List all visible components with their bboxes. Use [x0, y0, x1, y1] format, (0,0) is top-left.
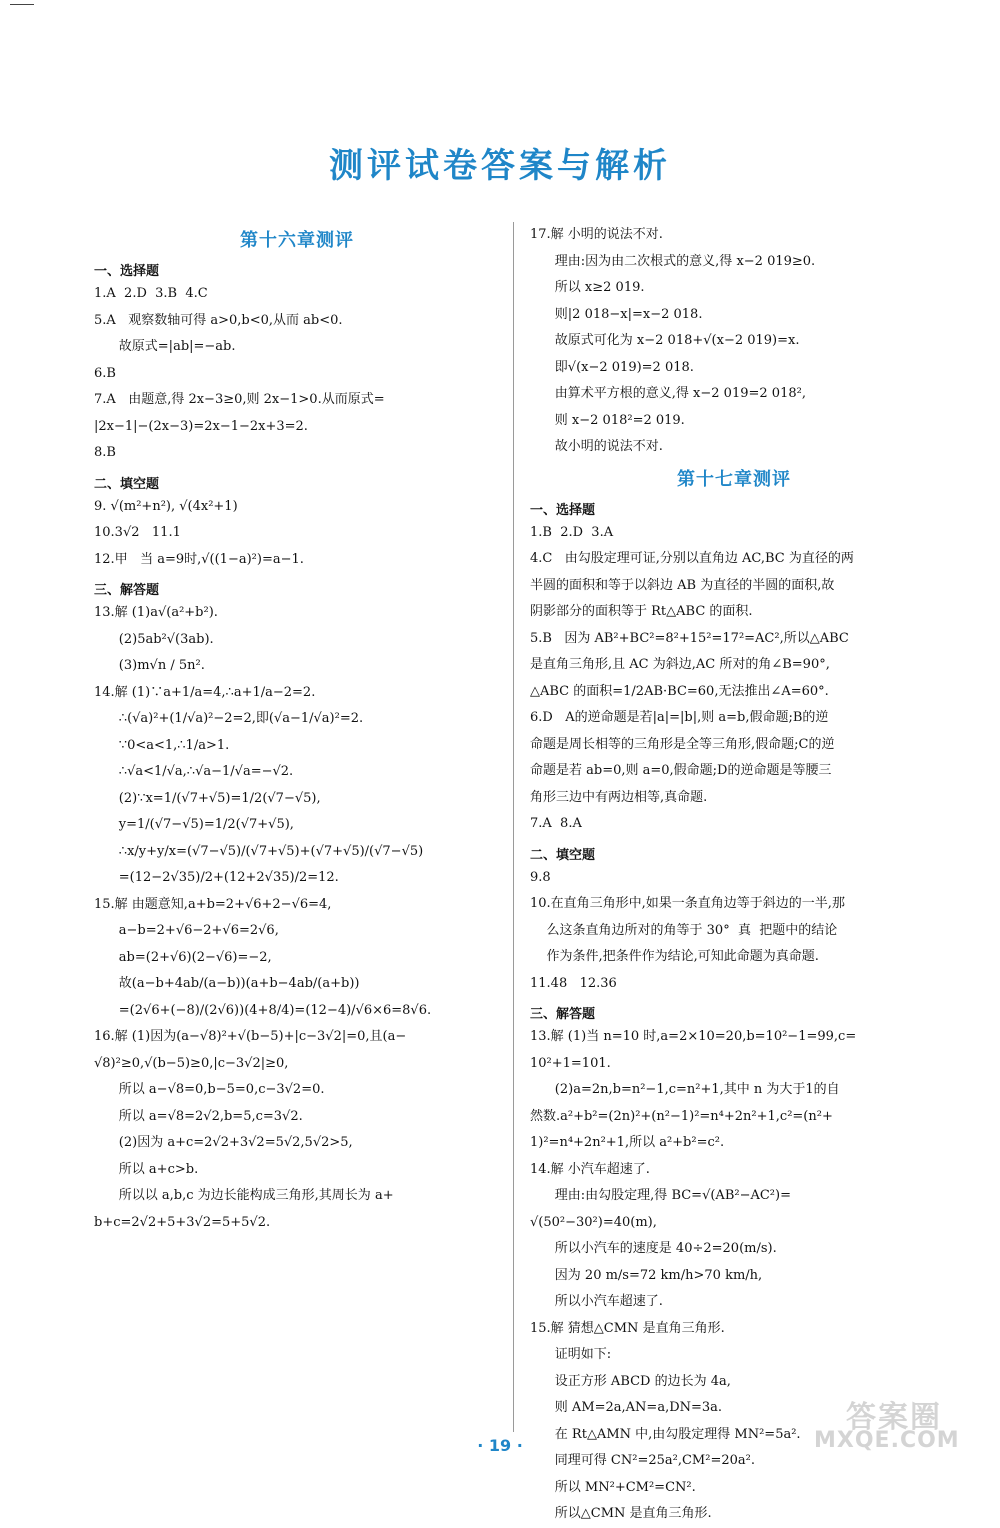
answer-line: 12.甲 当 a=9时,√((1−a)²)=a−1. [94, 551, 304, 567]
answer-line: √(50²−30²)=40(m), [530, 1214, 657, 1230]
answer-line: 故小明的说法不对. [530, 439, 663, 454]
answer-line: 8.B [94, 445, 116, 460]
right-sections [530, 499, 938, 1528]
answer-line: 7.A 8.A [530, 816, 582, 831]
column-divider [513, 222, 514, 1432]
answer-line: 是直角三角形,且 AC 为斜边,AC 所对的角∠B=90°, [530, 657, 830, 672]
answer-line: 7.A 由题意,得 2x−3≥0,则 2x−1>0.从而原式= [94, 392, 385, 407]
answer-line: |2x−1|−(2x−3)=2x−1−2x+3=2. [94, 418, 308, 434]
answer-line: 5.B 因为 AB²+BC²=8²+15²=17²=AC²,所以△ABC [530, 630, 849, 646]
answer-line: y=1/(√7−√5)=1/2(√7+√5), [94, 817, 294, 832]
answer-line: 证明如下: [530, 1347, 612, 1362]
answer-line: ∴(√a)²+(1/√a)²−2=2,即(√a−1/√a)²=2. [94, 711, 364, 726]
answer-line: 角形三边中有两边相等,真命题. [530, 789, 708, 805]
answer-line: 设正方形 ABCD 的边长为 4a, [530, 1373, 731, 1389]
answer-line: 所以 x≥2 019. [530, 280, 645, 295]
answer-line: 15.解 猜想△CMN 是直角三角形. [530, 1320, 725, 1336]
answer-line: 15.解 由题意知,a+b=2+√6+2−√6=4, [94, 896, 332, 912]
answer-line: =(2√6+(−8)/(2√6))(4+8/4)=(12−4)/√6×6=8√6. [94, 1002, 432, 1018]
answer-line: 则|2 018−x|=x−2 018. [530, 306, 703, 322]
answer-line: 16.解 (1)因为(a−√8)²+√(b−5)+|c−3√2|=0,且(a− [94, 1029, 407, 1044]
answer-line: 即√(x−2 019)=2 018. [530, 359, 694, 375]
answer-line: 1.A 2.D 3.B 4.C [94, 286, 208, 301]
answer-line: 10²+1=101. [530, 1055, 611, 1071]
watermark-logo [806, 1392, 992, 1456]
answer-line: 然数.a²+b²=(2n)²+(n²−1)²=n⁴+2n²+1,c²=(n²+ [530, 1108, 833, 1124]
answer-line: 所以以 a,b,c 为边长能构成三角形,其周长为 a+ [94, 1188, 394, 1203]
answer-line: √8)²≥0,√(b−5)≥0,|c−3√2|≥0, [94, 1055, 289, 1071]
answer-line: 故原式=|ab|=−ab. [94, 339, 236, 354]
answer-line: 4.C 由勾股定理可证,分别以直角边 AC,BC 为直径的两 [530, 551, 854, 566]
answer-line: 故(a−b+4ab/(a−b))(a+b−4ab/(a+b)) [94, 976, 360, 991]
answer-line: ∵0<a<1,∴1/a>1. [94, 737, 230, 753]
answer-line: 1.B 2.D 3.A [530, 524, 614, 540]
answer-line: (3)m√n / 5n². [94, 658, 205, 673]
answer-line: 由算术平方根的意义,得 x−2 019=2 018², [530, 386, 806, 401]
section-title: 一、选择题 [94, 264, 160, 279]
question-17 [530, 222, 938, 461]
left-column [94, 222, 500, 1236]
page-number: · 19 · [477, 1436, 523, 1455]
answer-line: 17.解 小明的说法不对. [530, 227, 663, 242]
answer-line: 9. √(m²+n²), √(4x²+1) [94, 498, 238, 514]
answer-line: △ABC 的面积=1/2AB·BC=60,无法推出∠A=60°. [530, 683, 829, 699]
answer-line: 则 AM=2a,AN=a,DN=3a. [530, 1400, 723, 1415]
answer-line: 所以小汽车超速了. [530, 1294, 663, 1309]
answer-line: (2)因为 a+c=2√2+3√2=5√2,5√2>5, [94, 1135, 353, 1150]
section-title: 三、解答题 [530, 1007, 596, 1022]
answer-line: 6.D A的逆命题是若|a|=|b|,则 a=b,假命题;B的逆 [530, 710, 829, 725]
answer-line: b+c=2√2+5+3√2=5+5√2. [94, 1214, 271, 1230]
answer-line: 10.3√2 11.1 [94, 525, 181, 540]
answer-line: 13.解 (1)a√(a²+b²). [94, 605, 218, 620]
section-title: 二、填空题 [530, 847, 596, 863]
answer-line: ab=(2+√6)(2−√6)=−2, [94, 949, 272, 965]
watermark-en: MXQE.COM [814, 1428, 960, 1453]
section-title: 三、解答题 [94, 583, 160, 598]
page-title: 测评试卷答案与解析 [329, 146, 671, 186]
answer-line: ∴√a<1/√a,∴√a−1/√a=−√2. [94, 764, 294, 779]
answer-line: (2)a=2n,b=n²−1,c=n²+1,其中 n 为大于1的自 [530, 1082, 840, 1097]
answer-line: 同理可得 CN²=25a²,CM²=20a². [530, 1453, 755, 1468]
answer-line: 11.48 12.36 [530, 975, 617, 991]
answer-line: 10.在直角三角形中,如果一条直角边等于斜边的一半,那 [530, 896, 845, 911]
answer-line: 5.A 观察数轴可得 a>0,b<0,从而 ab<0. [94, 312, 343, 328]
answer-line: 所以 a+c>b. [94, 1161, 199, 1177]
answer-line: 理由:由勾股定理,得 BC=√(AB²−AC²)= [530, 1188, 791, 1203]
left-sections [94, 260, 500, 1236]
corner-mark [10, 4, 34, 5]
answer-line: 因为 20 m/s=72 km/h>70 km/h, [530, 1267, 763, 1283]
answer-line: 所以 a=√8=2√2,b=5,c=3√2. [94, 1108, 303, 1124]
answer-line: 14.解 (1)∵a+1/a=4,∴a+1/a−2=2. [94, 684, 316, 700]
answer-line: 么这条直角边所对的角等于 30° 真 把题中的结论 [530, 922, 838, 938]
section-title: 一、选择题 [530, 502, 596, 518]
answer-line: 9.8 [530, 869, 551, 885]
answer-line: 所以 a−√8=0,b−5=0,c−3√2=0. [94, 1082, 325, 1097]
answer-line: 所以小汽车的速度是 40÷2=20(m/s). [530, 1241, 777, 1256]
section-title: 二、填空题 [94, 476, 160, 492]
answer-line: =(12−2√35)/2+(12+2√35)/2=12. [94, 870, 339, 885]
answer-line: 所以△CMN 是直角三角形. [530, 1506, 712, 1521]
answer-line: 理由:因为由二次根式的意义,得 x−2 019≥0. [530, 253, 816, 269]
answer-line: 6.B [94, 365, 116, 381]
chapter-16-title: 第十六章测评 [240, 230, 354, 251]
answer-line: 14.解 小汽车超速了. [530, 1161, 650, 1177]
answer-line: (2)5ab²√(3ab). [94, 631, 214, 647]
answer-line: 命题是若 ab=0,则 a=0,假命题;D的逆命题是等腰三 [530, 763, 832, 778]
chapter-17-title: 第十七章测评 [677, 468, 791, 490]
answer-line: 故原式可化为 x−2 018+√(x−2 019)=x. [530, 333, 800, 348]
answer-line: (2)∵x=1/(√7+√5)=1/2(√7−√5), [94, 790, 321, 806]
answer-line: ∴x/y+y/x=(√7−√5)/(√7+√5)+(√7+√5)/(√7−√5) [94, 843, 424, 859]
answer-line: 阴影部分的面积等于 Rt△ABC 的面积. [530, 604, 753, 619]
answer-line: 1)²=n⁴+2n²+1,所以 a²+b²=c². [530, 1135, 725, 1150]
watermark-cn: 答案圈 [846, 1400, 942, 1435]
right-column [530, 222, 938, 1528]
answer-line: a−b=2+√6−2+√6=2√6, [94, 923, 279, 938]
answer-line: 在 Rt△AMN 中,由勾股定理得 MN²=5a². [530, 1426, 801, 1442]
answer-line: 半圆的面积和等于以斜边 AB 为直径的半圆的面积,故 [530, 577, 835, 593]
answer-line: 13.解 (1)当 n=10 时,a=2×10=20,b=10²−1=99,c= [530, 1029, 857, 1044]
answer-line: 则 x−2 018²=2 019. [530, 412, 685, 428]
answer-line: 命题是周长相等的三角形是全等三角形,假命题;C的逆 [530, 736, 835, 752]
answer-line: 所以 MN²+CM²=CN². [530, 1479, 696, 1495]
answer-line: 作为条件,把条件作为结论,可知此命题为真命题. [530, 949, 819, 964]
